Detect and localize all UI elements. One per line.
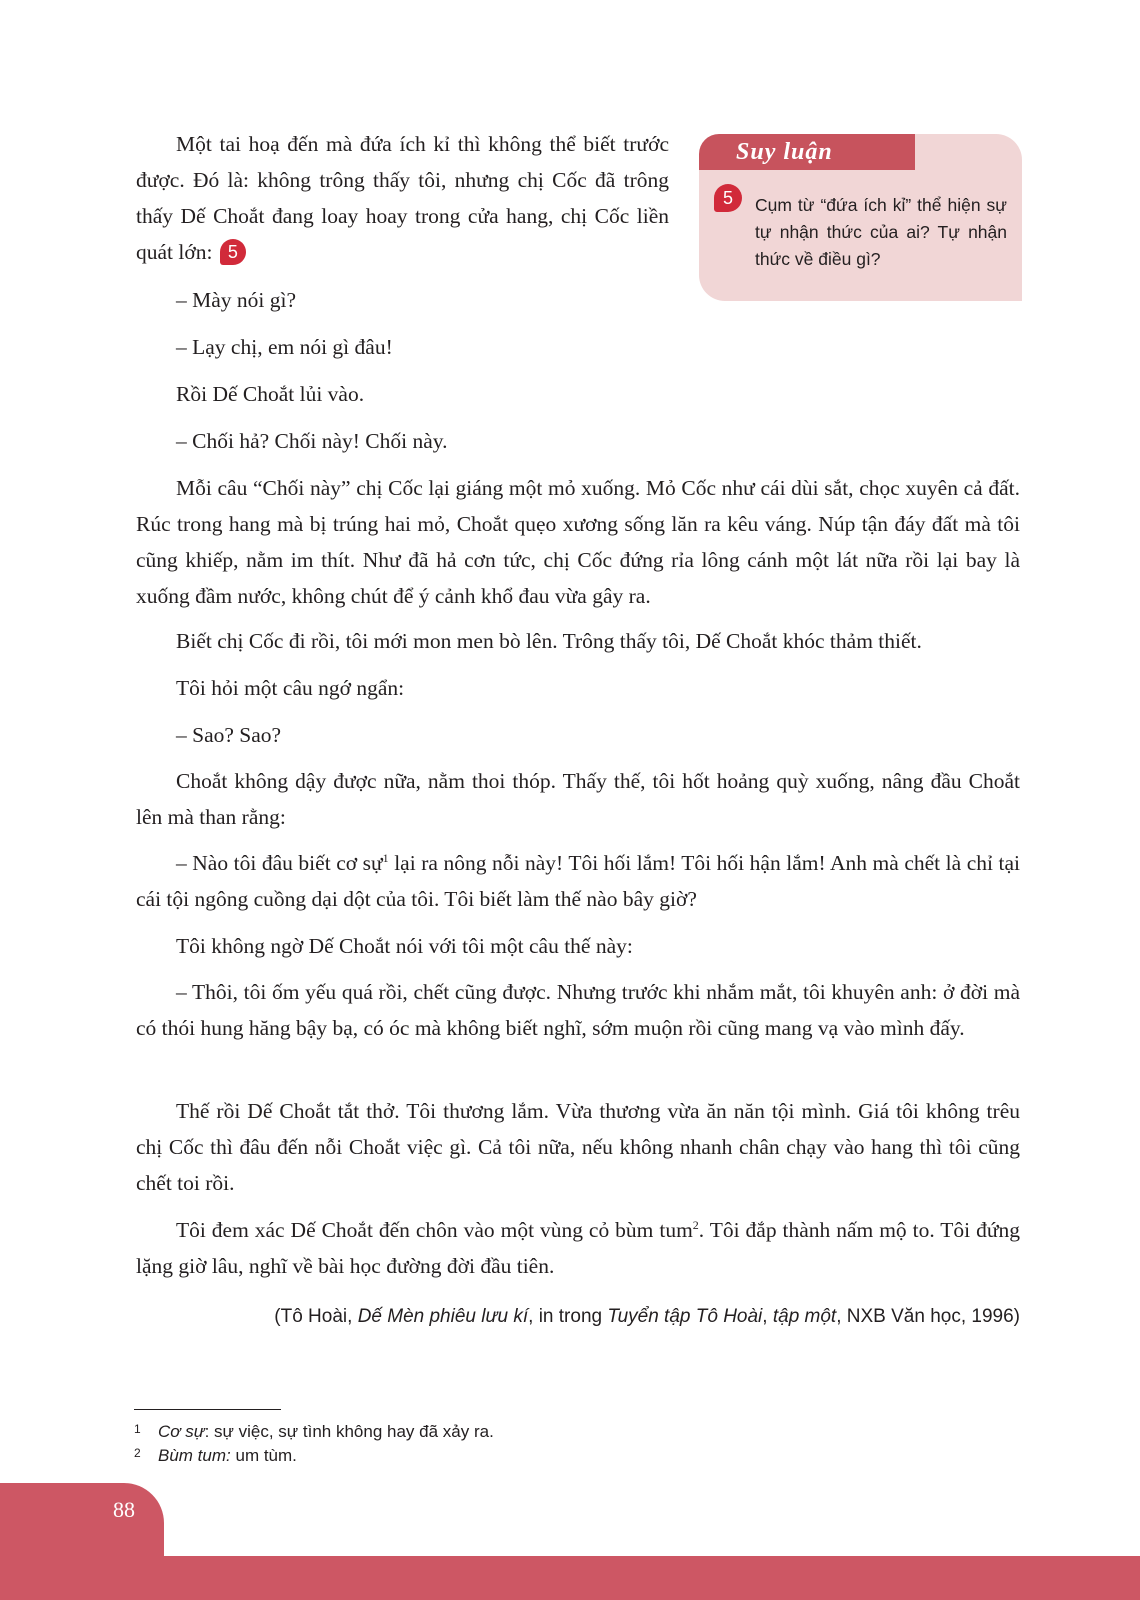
narration-line: Rồi Dế Choắt lủi vào. bbox=[176, 382, 365, 406]
reasoning-box-title: Suy luận bbox=[736, 139, 833, 165]
source-open: (Tô Hoài, bbox=[274, 1306, 358, 1327]
footnote-term: Cơ sự bbox=[158, 1422, 205, 1441]
source-mid: , in trong bbox=[528, 1306, 608, 1327]
question-number-badge: 5 bbox=[714, 184, 742, 212]
source-citation bbox=[274, 1303, 1020, 1331]
paragraph-1 bbox=[136, 126, 669, 270]
paragraph-8: Tôi hỏi một câu ngớ ngẩn: bbox=[176, 676, 405, 700]
source-work: Dế Mèn phiêu lưu kí bbox=[357, 1306, 529, 1327]
reasoning-question: Cụm từ “đứa ích kỉ” thể hiện sự tự nhận thức của ai? Tự nhận thức về điều gì? bbox=[755, 195, 1007, 269]
footnote-term: Bùm tum: bbox=[158, 1446, 231, 1465]
footnote-divider bbox=[134, 1409, 281, 1410]
source-volume: tập một bbox=[772, 1306, 837, 1327]
footnote-mark: 2 bbox=[134, 1446, 141, 1460]
source-sep: , bbox=[762, 1306, 773, 1327]
paragraph-7: Biết chị Cốc đi rồi, tôi mới mon men bò lên. Trông thấy tôi, Dế Choắt khóc thảm thiết. bbox=[176, 629, 922, 653]
dialogue-line: – Lạy chị, em nói gì đâu! bbox=[176, 335, 393, 359]
footnote-2 bbox=[134, 1444, 297, 1468]
footnote-sep: : bbox=[204, 1422, 215, 1441]
paragraph-1-text: Một tai hoạ đến mà đứa ích kỉ thì không thể biết trước được. Đó là: không trông thấy tôi, nhưng chị Cốc đã trông thấy Dế Choắt đang loay hoay trong cửa hang, chị Cốc liền quát lớn: bbox=[136, 132, 669, 264]
paragraph-12: Tôi không ngờ Dế Choắt nói với tôi một câu thế này: bbox=[176, 934, 633, 958]
footnote-ref-1: 1 bbox=[382, 850, 389, 865]
paragraph-11-text-b: lại ra nông nỗi này! Tôi hối lắm! Tôi hối hận lắm! Anh mà chết là chỉ tại cái tội ngông cuồng dại dột của tôi. Tôi biết làm thế nào bây giờ? bbox=[136, 851, 1021, 911]
footnote-definition: um tùm. bbox=[235, 1446, 297, 1465]
paragraph-13: – Thôi, tôi ốm yếu quá rồi, chết cũng được. Nhưng trước khi nhắm mắt, tôi khuyên anh: ở đời mà có thói hung hăng bậy bạ, có óc mà không biết nghĩ, sớm muộn rồi cũng mang vạ vào mình đấy. bbox=[136, 980, 1020, 1040]
source-close: , NXB Văn học, 1996) bbox=[836, 1306, 1020, 1327]
footnote-mark: 1 bbox=[134, 1422, 141, 1436]
question-marker-badge: 5 bbox=[220, 239, 246, 265]
paragraph-15-text-b: . Tôi đắp thành nấm mộ to. Tôi đứng lặng giờ lâu, nghĩ về bài học đường đời đầu tiên. bbox=[136, 1218, 1020, 1278]
dialogue-line: – Sao? Sao? bbox=[176, 723, 282, 747]
footnote-1 bbox=[134, 1420, 494, 1444]
footer-bar bbox=[0, 1556, 1140, 1600]
paragraph-14: Thế rồi Dế Choắt tắt thở. Tôi thương lắm. Vừa thương vừa ăn năn tội mình. Giá tôi không trêu chị Cốc thì đâu đến nỗi Choắt việc gì. Cả tôi nữa, nếu không nhanh chân chạy vào hang thì tôi cũng chết toi rồi. bbox=[136, 1099, 1020, 1195]
paragraph-15-text-a: Tôi đem xác Dế Choắt đến chôn vào một vùng cỏ bùm tum bbox=[176, 1218, 693, 1242]
footnote-definition: sự việc, sự tình không hay đã xảy ra. bbox=[214, 1422, 494, 1441]
paragraph-10: Choắt không dậy được nữa, nằm thoi thóp. Thấy thế, tôi hốt hoảng quỳ xuống, nâng đầu Choắt lên mà than rằng: bbox=[136, 769, 1020, 829]
source-collection: Tuyển tập Tô Hoài bbox=[607, 1306, 763, 1327]
paragraph-11-text-a: – Nào tôi đâu biết cơ sự bbox=[176, 851, 383, 875]
page-number: 88 bbox=[113, 1497, 135, 1522]
footnote-ref-2: 2 bbox=[692, 1217, 699, 1232]
dialogue-line: – Mày nói gì? bbox=[176, 288, 297, 312]
paragraph-6: Mỗi câu “Chối này” chị Cốc lại giáng một mỏ xuống. Mỏ Cốc như cái dùi sắt, chọc xuyên cả đất. Rúc trong hang mà bị trúng hai mỏ, Choắt quẹo xương sống lăn ra kêu váng. Núp tận đáy đất mà tôi cũng khiếp, nằm im thít. Như đã hả cơn tức, chị Cốc đứng rỉa lông cánh một lát nữa rồi lại bay là xuống đầm nước, không chút để ý cảnh khổ đau vừa gây ra. bbox=[136, 476, 1020, 608]
dialogue-line: – Chối hả? Chối này! Chối này. bbox=[176, 429, 448, 453]
paragraph-11 bbox=[136, 845, 1020, 917]
paragraph-15 bbox=[136, 1212, 1020, 1284]
